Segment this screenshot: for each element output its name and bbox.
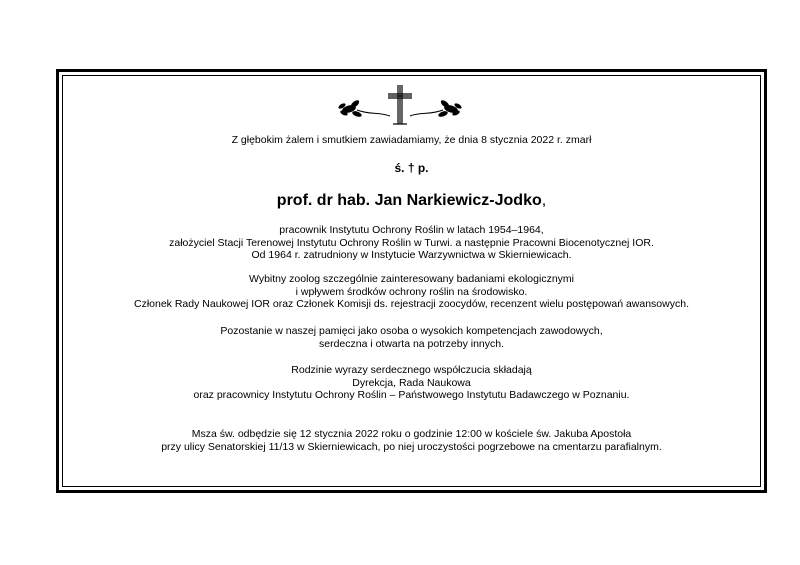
funeral-line: Msza św. odbędzie się 12 stycznia 2022 roku o godzinie 12:00 w kościele św. Jakuba Apostoła xyxy=(191,428,632,440)
condolences-block xyxy=(62,364,761,402)
memory-line: serdeczna i otwarta na potrzeby innych. xyxy=(318,337,505,350)
achievements-line: Wybitny zoolog szczególnie zainteresowany badaniami ekologicznymi xyxy=(249,273,574,285)
condolences-line: Dyrekcja, Rada Naukowa xyxy=(352,376,471,389)
achievements-block xyxy=(62,273,761,311)
funeral-block xyxy=(62,428,761,453)
career-line: założyciel Stacji Terenowej Instytutu Ochrony Roślin w Turwi. a następnie Pracowni Biocenotycznej IOR. xyxy=(169,236,654,249)
achievements-line: Członek Rady Naukowej IOR oraz Członek Komisji ds. rejestracji zoocydów, recenzent wielu postępowań awansowych. xyxy=(133,298,689,311)
honorific: ś. † p. xyxy=(394,161,429,175)
deceased-name: prof. dr hab. Jan Narkiewicz-Jodko, xyxy=(276,192,547,209)
memory-block xyxy=(62,325,761,350)
career-line: Od 1964 r. zatrudniony w Instytucie Warzywnictwa w Skierniewicach. xyxy=(251,249,572,262)
memory-line: Pozostanie w naszej pamięci jako osoba o wysokich kompetencjach zawodowych, xyxy=(220,325,603,337)
career-block xyxy=(62,224,761,262)
funeral-line: przy ulicy Senatorskiej 11/13 w Skierniewicach, po niej uroczystości pogrzebowe na cmentarzu parafialnym. xyxy=(161,440,662,453)
cross-with-leaves-icon xyxy=(335,82,465,126)
condolences-line: oraz pracownicy Instytutu Ochrony Roślin – Państwowego Instytutu Badawczego w Poznaniu. xyxy=(193,389,630,402)
condolences-line: Rodzinie wyrazy serdecznego współczucia składają xyxy=(291,364,532,376)
intro-text: Z głębokim żalem i smutkiem zawiadamiamy, że dnia 8 stycznia 2022 r. zmarł xyxy=(231,134,592,146)
career-line: pracownik Instytutu Ochrony Roślin w latach 1954–1964, xyxy=(279,224,544,236)
achievements-line: i wpływem środków ochrony roślin na środowisko. xyxy=(295,285,528,298)
